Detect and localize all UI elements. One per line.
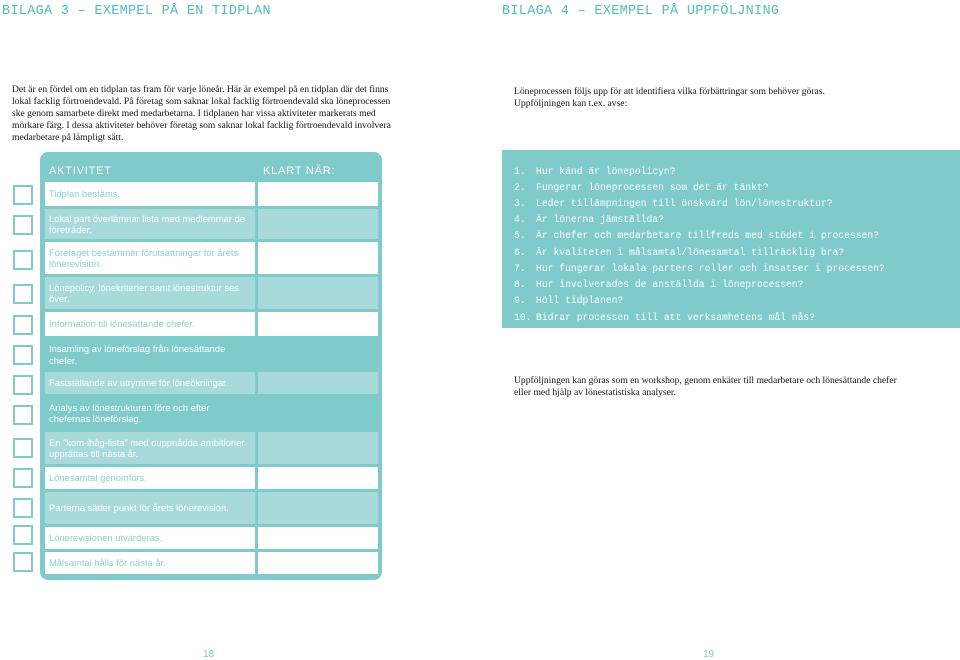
list-item-text: Höll tidplanen? bbox=[536, 295, 624, 306]
list-item-number: 8. bbox=[514, 279, 526, 290]
done-cell[interactable] bbox=[258, 552, 378, 574]
activity-text: Analys av lönestrukturen före och efter chefernas löneförslag. bbox=[45, 397, 255, 429]
right-intro-paragraph: Löneprocessen följs upp för att identifiera vilka förbättringar som behöver göras. Uppföljningen kan t.ex. avse: bbox=[514, 86, 825, 109]
checkbox[interactable] bbox=[13, 552, 33, 572]
done-cell[interactable] bbox=[258, 312, 378, 336]
right-outro-paragraph: Uppföljningen kan göras som en workshop, genom enkäter till medarbetare och lönesättande chefer eller med hjälp av lönestatistiska analyser. bbox=[514, 375, 897, 398]
list-item-text: Bidrar processen till att verksamhetens mål nås? bbox=[536, 312, 816, 323]
list-item bbox=[514, 166, 676, 177]
left-page-heading: BILAGA 3 – EXEMPEL PÅ EN TIDPLAN bbox=[2, 4, 271, 19]
done-cell[interactable] bbox=[258, 397, 378, 429]
list-item-text: Är kvaliteten i målsamtal/lönesamtal tillräcklig bra? bbox=[536, 247, 845, 258]
list-item-number: 7. bbox=[514, 263, 526, 274]
checkbox[interactable] bbox=[13, 375, 33, 395]
done-cell[interactable] bbox=[258, 372, 378, 394]
column-header-activity: AKTIVITET bbox=[49, 165, 112, 177]
list-item-number: 6. bbox=[514, 247, 526, 258]
list-item-number: 3. bbox=[514, 198, 526, 209]
checkbox[interactable] bbox=[13, 215, 33, 235]
activity-text: Lönepolicy, lönekriterier samt lönestruktur ses över. bbox=[45, 277, 255, 309]
done-cell[interactable] bbox=[258, 467, 378, 489]
done-cell[interactable] bbox=[258, 527, 378, 549]
left-intro-paragraph: Det är en fördel om en tidplan tas fram för varje löneår. Här är exempel på en tidplan där det finns lokal facklig förtroendevald. På företag som saknar lokal facklig förtroendevald ska löneprocessen ske genom samarbete direkt med medarbetarna. I tidplanen har vissa aktiviteter markerats med mörkare färg. I dessa aktiviteter behöver företag som saknar lokal facklig förtroendevald involvera medarbetare på lämpligt sätt. bbox=[12, 84, 391, 143]
list-item-number: 4. bbox=[514, 214, 526, 225]
table-row bbox=[45, 242, 378, 274]
activity-text: Företaget bestämmer förutsättningar för årets lönerevision. bbox=[45, 242, 255, 274]
list-item-text: Hur fungerar lokala parters roller och insatser i processen? bbox=[536, 263, 885, 274]
list-item-text: Hur involverades de anställda i löneprocessen? bbox=[536, 279, 804, 290]
checkbox[interactable] bbox=[13, 185, 33, 205]
checkbox[interactable] bbox=[13, 525, 33, 545]
checkbox[interactable] bbox=[13, 315, 33, 335]
activity-text: Information till lönesättande chefer. bbox=[45, 312, 255, 336]
done-cell[interactable] bbox=[258, 432, 378, 464]
checkbox[interactable] bbox=[13, 468, 33, 488]
done-cell[interactable] bbox=[258, 492, 378, 524]
table-row bbox=[45, 432, 378, 464]
activity-text: Lönesamtal genomförs. bbox=[45, 467, 255, 489]
table-row bbox=[45, 492, 378, 524]
page-number-right: 19 bbox=[703, 649, 715, 660]
page-number-left: 18 bbox=[203, 649, 215, 660]
activity-text: Insamling av löneförslag från lönesättande chefer. bbox=[45, 339, 255, 370]
table-row bbox=[45, 467, 378, 489]
table-row bbox=[45, 339, 378, 370]
checkbox[interactable] bbox=[13, 345, 33, 365]
list-item bbox=[514, 198, 833, 209]
table-row bbox=[45, 527, 378, 549]
done-cell[interactable] bbox=[258, 209, 378, 239]
list-item-text: Är lönerna jämställda? bbox=[536, 214, 664, 225]
activity-text: Målsamtal hålls för nästa år. bbox=[45, 552, 255, 574]
activity-text: Tidplan bestäms. bbox=[45, 182, 255, 206]
activity-text: Parterna sätter punkt för årets lönerevision. bbox=[45, 492, 255, 524]
list-item bbox=[514, 295, 623, 306]
list-item-number: 1. bbox=[514, 166, 526, 177]
list-item-number: 5. bbox=[514, 230, 526, 241]
done-cell[interactable] bbox=[258, 277, 378, 309]
list-item bbox=[514, 279, 803, 290]
activity-text: Lokal part överlämnar lista med medlemmar de företräder. bbox=[45, 209, 255, 239]
list-item-text: Hur känd är lönepolicyn? bbox=[536, 166, 676, 177]
list-item-number: 2. bbox=[514, 182, 526, 193]
list-item bbox=[514, 214, 664, 225]
table-row bbox=[45, 209, 378, 239]
activity-text: En ”kom-ihåg-lista” med ouppnådda ambitioner upprättas till nästa år. bbox=[45, 432, 255, 464]
right-page-heading: BILAGA 4 – EXEMPEL PÅ UPPFÖLJNING bbox=[502, 4, 780, 19]
table-row bbox=[45, 397, 378, 429]
checkbox[interactable] bbox=[13, 405, 33, 425]
list-item-text: Är chefer och medarbetare tillfreds med stödet i processen? bbox=[536, 230, 879, 241]
list-item bbox=[514, 182, 769, 193]
list-item-text: Leder tillämpningen till önskvärd lön/lönestruktur? bbox=[536, 198, 833, 209]
list-item bbox=[514, 247, 844, 258]
table-row bbox=[45, 372, 378, 394]
checkbox[interactable] bbox=[13, 438, 33, 458]
table-row bbox=[45, 552, 378, 574]
activity-text: Lönerevisionen utvärderas. bbox=[45, 527, 255, 549]
done-cell[interactable] bbox=[258, 242, 378, 274]
done-cell[interactable] bbox=[258, 339, 378, 370]
list-item-text: Fungerar löneprocessen som det är tänkt? bbox=[536, 182, 769, 193]
list-item bbox=[514, 312, 815, 323]
checkbox[interactable] bbox=[13, 498, 33, 518]
table-row bbox=[45, 182, 378, 206]
list-item-number: 9. bbox=[514, 295, 526, 306]
checkbox[interactable] bbox=[13, 284, 33, 304]
done-cell[interactable] bbox=[258, 182, 378, 206]
table-row bbox=[45, 277, 378, 309]
checkbox[interactable] bbox=[13, 250, 33, 270]
list-item-number: 10. bbox=[514, 312, 532, 323]
activity-text: Fastställande av utrymme för löneökningar. bbox=[45, 372, 255, 394]
column-header-done: KLART NÄR: bbox=[263, 165, 336, 177]
list-item bbox=[514, 263, 885, 274]
list-item bbox=[514, 230, 879, 241]
table-row bbox=[45, 312, 378, 336]
